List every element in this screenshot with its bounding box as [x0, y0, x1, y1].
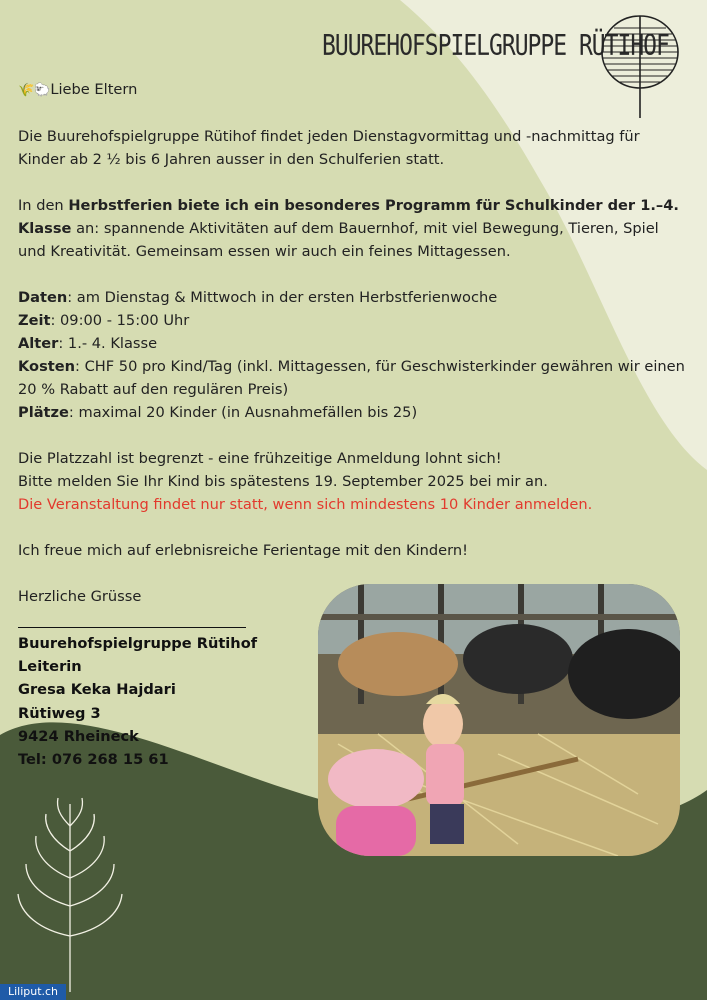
notice-warning: Die Veranstaltung findet nur statt, wenn sich mindestens 10 Kinder anmelden.	[18, 496, 593, 513]
detail-value: : 09:00 - 15:00 Uhr	[50, 312, 190, 329]
detail-zeit	[18, 309, 686, 332]
detail-alter	[18, 332, 686, 355]
page-title: BUUREHOFSPIELGRUPPE RÜTIHOF	[322, 30, 669, 63]
program-rest: an: spannende Aktivitäten auf dem Bauernhof, mit viel Bewegung, Tieren, Spiel und Kreativität. Gemeinsam essen wir auch ein feines Mittagessen.	[18, 220, 659, 260]
signature-block	[18, 632, 257, 771]
signature-city: 9424 Rheineck	[18, 727, 139, 745]
signature-name: Gresa Keka Hajdari	[18, 681, 176, 699]
notice-line1: Die Platzzahl ist begrenzt - eine frühzeitige Anmeldung lohnt sich!	[18, 450, 502, 467]
signature-street: Rütiweg 3	[18, 704, 101, 722]
detail-value: : am Dienstag & Mittwoch in der ersten Herbstferienwoche	[67, 289, 498, 306]
letter-body	[18, 78, 686, 608]
greeting	[18, 78, 686, 102]
detail-label: Daten	[18, 289, 68, 306]
detail-value: : CHF 50 pro Kind/Tag (inkl. Mittagessen, für Geschwisterkinder gewähren wir einen 20 % Rabatt auf den regulären Preis)	[18, 358, 685, 398]
closing-line: Ich freue mich auf erlebnisreiche Ferientage mit den Kindern!	[18, 542, 468, 559]
fern-branch-icon	[8, 796, 132, 992]
notice-line2: Bitte melden Sie Ihr Kind bis spätestens 19. September 2025 bei mir an.	[18, 473, 548, 490]
signature-phone: Tel: 076 268 15 61	[18, 751, 169, 769]
intro-paragraph: Die Buurehofspielgruppe Rütihof findet jeden Dienstagvormittag und -nachmittag für Kinder ab 2 ½ bis 6 Jahren ausser in den Schulferien statt.	[18, 128, 640, 168]
detail-label: Kosten	[18, 358, 76, 375]
detail-kosten	[18, 355, 686, 401]
detail-label: Plätze	[18, 404, 69, 421]
signature-org: Buurehofspielgruppe Rütihof	[18, 635, 258, 652]
detail-label: Zeit	[18, 312, 51, 329]
regards: Herzliche Grüsse	[18, 588, 142, 605]
detail-plaetze	[18, 401, 686, 424]
detail-daten	[18, 286, 686, 309]
program-paragraph	[18, 194, 686, 263]
wheat-sheep-icon: 🌾🐑	[18, 83, 51, 98]
signature-role: Leiterin	[18, 658, 82, 676]
detail-value: : maximal 20 Kinder (in Ausnahmefällen bis 25)	[68, 404, 418, 421]
greeting-text: Liebe Eltern	[50, 81, 138, 98]
detail-value: : 1.- 4. Klasse	[58, 335, 158, 352]
children-feeding-cows-photo	[318, 584, 680, 856]
signature-divider	[18, 627, 246, 628]
program-highlight: Herbstferien biete ich ein besonderes Programm für Schulkinder der 1.–4. Klasse	[18, 197, 679, 237]
detail-label: Alter	[18, 335, 59, 352]
program-prefix: In den	[18, 197, 69, 214]
watermark-badge: Liliput.ch	[0, 984, 66, 1000]
